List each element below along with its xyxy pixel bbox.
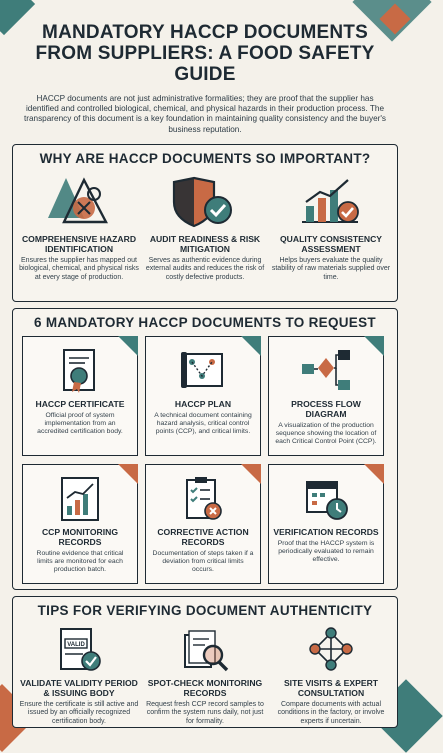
documents-section xyxy=(12,308,398,590)
tips-section-title: TIPS FOR VERIFYING DOCUMENT AUTHENTICITY xyxy=(37,602,373,618)
document-card-title: VERIFICATION RECORDS xyxy=(273,526,379,537)
document-card-desc: Official proof of system implementation from an accredited certification body. xyxy=(37,411,123,436)
tip-item-sitevisit xyxy=(271,618,391,726)
blueprint-plan-icon xyxy=(178,346,228,396)
why-item-desc: Serves as authentic evidence during external audits and reduces the risk of costly defective products. xyxy=(145,256,265,281)
document-card-title: CCP MONITORING RECORDS xyxy=(41,526,119,547)
tip-item-title: VALIDATE VALIDITY PERIOD & ISSUING BODY xyxy=(20,677,138,698)
why-item-audit xyxy=(145,166,265,282)
document-card-desc: A visualization of the production sequence showing the location of each Critical Control Point (CCP). xyxy=(275,421,377,446)
tips-section xyxy=(12,596,398,728)
document-card-monitoring xyxy=(22,464,138,584)
tip-item-spotcheck xyxy=(145,618,265,726)
document-card-title: HACCP PLAN xyxy=(174,398,232,409)
header xyxy=(0,0,410,135)
tip-item-desc: Compare documents with actual conditions in the factory, or involve experts if uncertain. xyxy=(277,700,385,725)
document-card-desc: A technical document containing hazard analysis, critical control points (CCP), and critical limits. xyxy=(154,411,252,436)
magnifier-records-icon xyxy=(177,625,233,675)
why-section-title: WHY ARE HACCP DOCUMENTS SO IMPORTANT? xyxy=(39,150,371,166)
why-item-title: COMPREHENSIVE HAZARD IDENTIFICATION xyxy=(21,233,137,254)
network-nodes-icon xyxy=(303,625,359,675)
document-card-title: CORRECTIVE ACTION RECORDS xyxy=(157,526,249,547)
valid-stamp-text: VALID xyxy=(67,641,85,648)
document-card-verification xyxy=(268,464,384,584)
tip-item-validity xyxy=(19,618,139,726)
document-card-desc: Proof that the HACCP system is periodically evaluated to remain effective. xyxy=(277,539,375,564)
document-card-corrective xyxy=(145,464,261,584)
bar-chart-check-icon xyxy=(296,172,366,232)
why-item-quality xyxy=(271,166,391,282)
calendar-clock-icon xyxy=(301,474,351,524)
certificate-icon xyxy=(55,346,105,396)
documents-section-title: 6 MANDATORY HACCP DOCUMENTS TO REQUEST xyxy=(34,314,376,330)
valid-document-icon xyxy=(51,625,107,675)
tip-item-desc: Ensure the certificate is still active and issued by an officially recognized certification body. xyxy=(19,700,139,725)
page-title: MANDATORY HACCP DOCUMENTS FROM SUPPLIERS: A FOOD SAFETY GUIDE xyxy=(35,22,375,85)
flowchart-icon xyxy=(298,346,354,396)
intro-paragraph: HACCP documents are not just administrative formalities; they are proof that the supplier has identified and controlled biological, chemical, and physical hazards in their production process. The transparency of this document is a key foundation in maintaining quality consistency and the buyer's business reputation. xyxy=(23,94,387,134)
clipboard-checklist-icon xyxy=(178,474,228,524)
monitoring-chart-icon xyxy=(55,474,105,524)
why-item-hazard xyxy=(19,166,139,282)
why-item-desc: Ensures the supplier has mapped out biological, chemical, and physical risks at every stage of production. xyxy=(19,256,139,281)
why-section xyxy=(12,144,398,302)
document-card-title: PROCESS FLOW DIAGRAM xyxy=(291,398,361,419)
document-card-title: HACCP CERTIFICATE xyxy=(35,398,125,409)
why-item-desc: Helps buyers evaluate the quality stability of raw materials supplied over time. xyxy=(271,256,391,281)
why-item-title: QUALITY CONSISTENCY ASSESSMENT xyxy=(279,233,383,254)
tip-item-title: SPOT-CHECK MONITORING RECORDS xyxy=(147,677,263,698)
document-card-plan xyxy=(145,336,261,456)
tip-item-title: SITE VISITS & EXPERT CONSULTATION xyxy=(283,677,379,698)
document-card-desc: Routine evidence that critical limits are monitored for each production batch. xyxy=(36,549,124,574)
why-item-title: AUDIT READINESS & RISK MITIGATION xyxy=(149,233,261,254)
document-card-certificate xyxy=(22,336,138,456)
shield-check-icon xyxy=(170,172,240,232)
document-card-desc: Documentation of steps taken if a deviation from critical limits occurs. xyxy=(152,549,254,574)
document-card-flow xyxy=(268,336,384,456)
tip-item-desc: Request fresh CCP record samples to confirm the system runs daily, not just for formality. xyxy=(146,700,264,725)
hazard-triangle-icon xyxy=(44,172,114,232)
